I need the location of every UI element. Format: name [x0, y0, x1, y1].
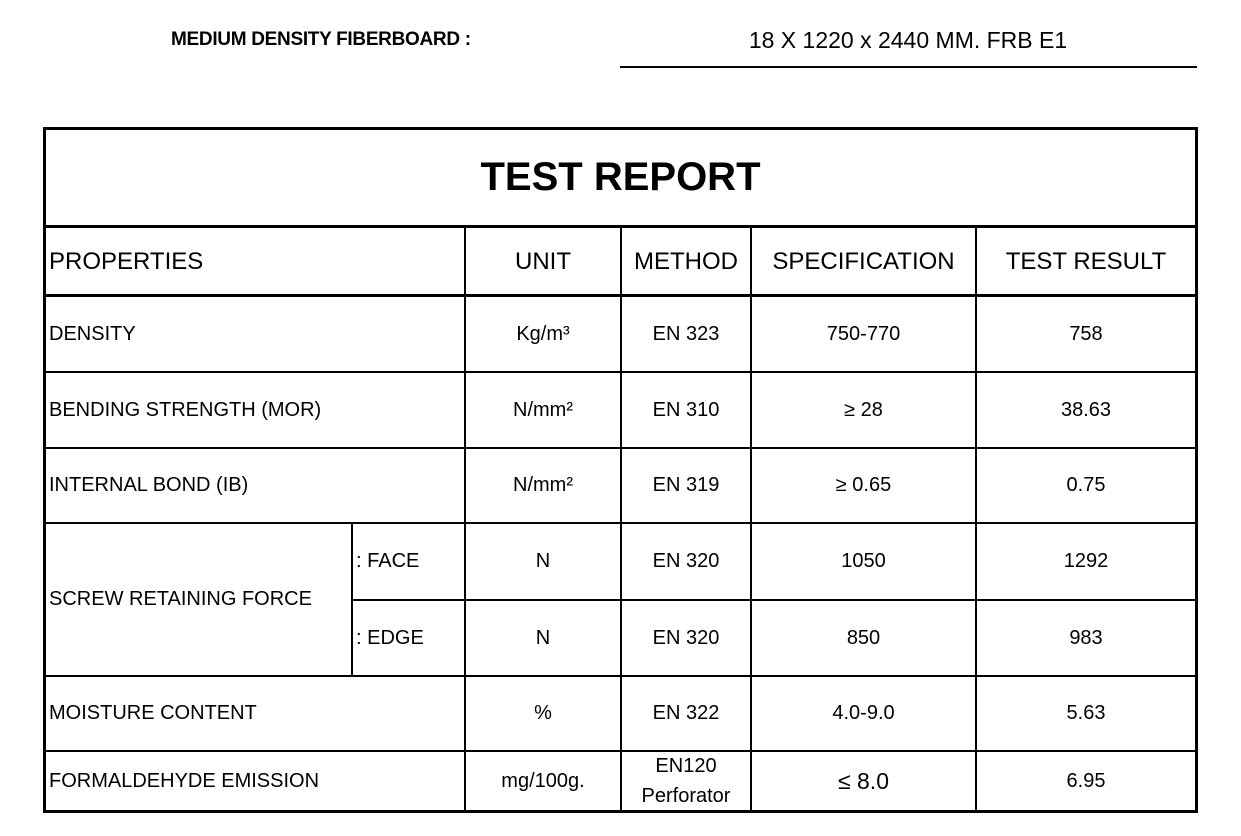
- result-cell: 983: [1069, 626, 1103, 649]
- method-line-2: Perforator: [641, 785, 731, 807]
- method-cell: EN 322: [652, 702, 720, 724]
- unit-cell: N/mm²: [513, 398, 573, 421]
- product-spec-value: 18 X 1220 x 2440 MM. FRB E1: [748, 27, 1068, 53]
- specification-cell: ≥ 28: [844, 398, 883, 421]
- property-density: DENSITY: [49, 322, 136, 345]
- method-cell: EN 320: [652, 550, 720, 572]
- result-cell: 5.63: [1066, 702, 1106, 724]
- unit-cell: N: [535, 550, 551, 572]
- specification-cell: ≤ 8.0: [838, 767, 889, 794]
- specification-cell: 4.0-9.0: [832, 702, 895, 724]
- unit-cell: Kg/m³: [516, 322, 570, 345]
- product-label: MEDIUM DENSITY FIBERBOARD :: [171, 29, 471, 50]
- specification-cell: 850: [846, 626, 881, 649]
- report-title: TEST REPORT: [46, 130, 1195, 228]
- specification-cell: 750-770: [826, 322, 901, 345]
- method-cell: EN 323: [652, 322, 720, 345]
- sub-property-face: : FACE: [356, 550, 420, 572]
- method-cell: [622, 752, 750, 810]
- specification-cell: 1050: [841, 550, 886, 572]
- method-cell: EN 310: [652, 398, 720, 421]
- column-header-properties: PROPERTIES: [49, 247, 204, 275]
- unit-cell: mg/100g.: [501, 769, 585, 792]
- unit-cell: N/mm²: [513, 474, 573, 496]
- property-internal-bond: INTERNAL BOND (IB): [49, 474, 249, 496]
- column-header-test-result: TEST RESULT: [1005, 247, 1167, 275]
- product-spec-underline: [620, 66, 1197, 68]
- unit-cell: N: [535, 626, 551, 649]
- column-header-specification: SPECIFICATION: [772, 247, 955, 275]
- specification-cell: ≥ 0.65: [835, 474, 892, 496]
- result-cell: 1292: [1063, 550, 1109, 572]
- method-line-1: EN120: [655, 755, 717, 777]
- property-moisture-content: MOISTURE CONTENT: [49, 702, 257, 724]
- result-cell: 38.63: [1060, 398, 1112, 421]
- property-formaldehyde-emission: FORMALDEHYDE EMISSION: [49, 769, 320, 792]
- method-cell: EN 320: [652, 626, 720, 649]
- column-header-unit: UNIT: [515, 247, 571, 275]
- property-bending-strength: BENDING STRENGTH (MOR): [49, 398, 322, 421]
- test-report-table: [43, 127, 1198, 813]
- result-cell: 0.75: [1066, 474, 1106, 496]
- property-screw-retaining-force: SCREW RETAINING FORCE: [49, 588, 312, 610]
- column-header-method: METHOD: [634, 247, 738, 275]
- result-cell: 6.95: [1066, 769, 1106, 792]
- sub-property-edge: : EDGE: [356, 626, 424, 649]
- unit-cell: %: [534, 702, 552, 724]
- method-cell: EN 319: [652, 474, 720, 496]
- result-cell: 758: [1069, 322, 1103, 345]
